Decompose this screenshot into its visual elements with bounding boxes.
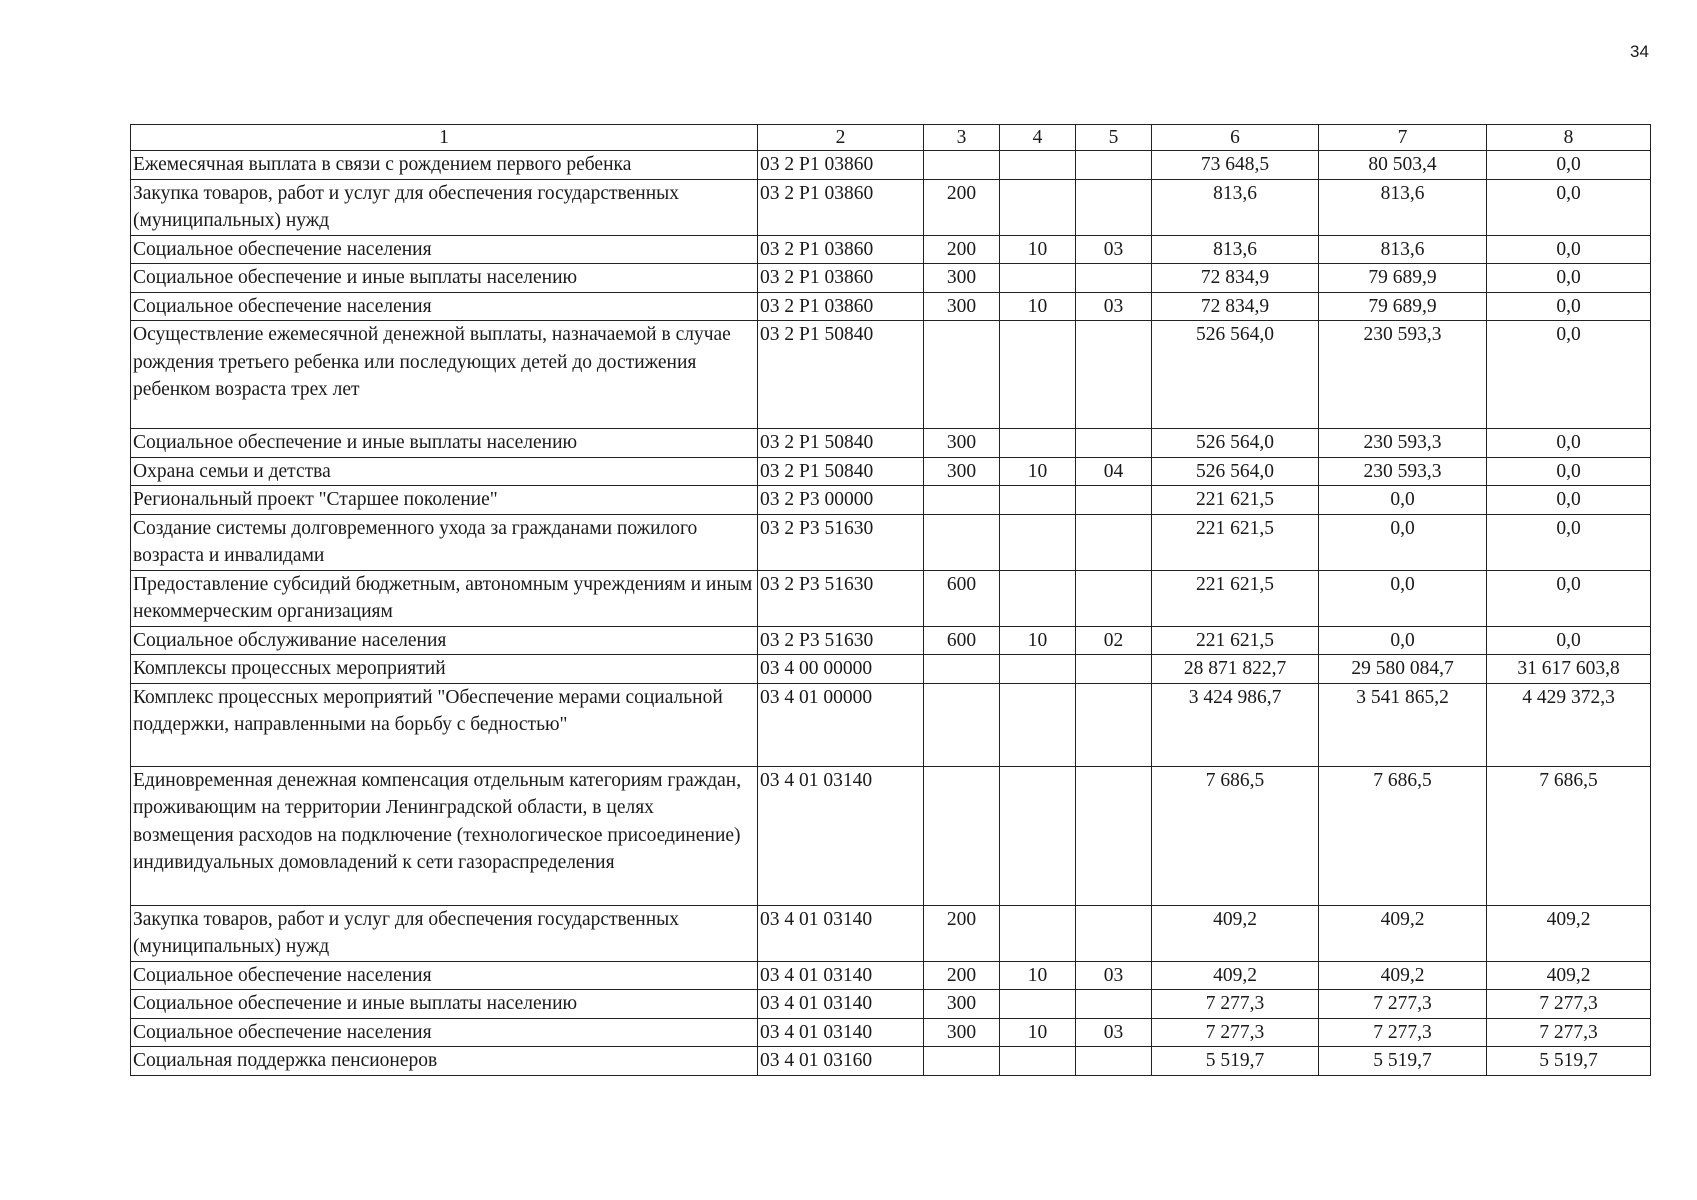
table-row [131,683,1651,766]
row-code: 03 4 01 03140 [758,766,924,905]
row-name: Единовременная денежная компенсация отдельным категориям граждан, проживающим на территории Ленинградской области, в целях возмещения расходов на подключение (технологическое присоединение) индивидуальных домовладений к сети газораспределения [131,766,758,905]
row-code: 03 2 P1 50840 [758,429,924,458]
row-name: Социальное обеспечение населения [131,235,758,264]
row-col-5 [1076,151,1152,180]
row-value-7: 813,6 [1319,235,1487,264]
row-name: Закупка товаров, работ и услуг для обеспечения государственных (муниципальных) нужд [131,179,758,235]
row-value-6: 7 277,3 [1152,990,1319,1019]
row-value-8: 409,2 [1487,961,1651,990]
row-name: Охрана семьи и детства [131,457,758,486]
row-code: 03 4 01 03140 [758,990,924,1019]
row-col-4 [1000,486,1076,515]
row-col-4 [1000,570,1076,626]
row-col-4 [1000,514,1076,570]
row-name: Закупка товаров, работ и услуг для обеспечения государственных (муниципальных) нужд [131,905,758,961]
row-col-4: 10 [1000,1018,1076,1047]
row-col-5: 03 [1076,1018,1152,1047]
row-col-5 [1076,179,1152,235]
row-col-4 [1000,766,1076,905]
row-value-6: 72 834,9 [1152,292,1319,321]
row-value-8: 0,0 [1487,264,1651,293]
row-value-8: 0,0 [1487,457,1651,486]
row-value-7: 3 541 865,2 [1319,683,1487,766]
row-col-3 [924,766,1000,905]
row-col-3 [924,683,1000,766]
header-row [131,125,1651,151]
row-name: Ежемесячная выплата в связи с рождением первого ребенка [131,151,758,180]
row-name: Создание системы долговременного ухода за гражданами пожилого возраста и инвалидами [131,514,758,570]
column-header-3: 3 [924,125,1000,151]
table-row [131,626,1651,655]
row-value-7: 0,0 [1319,570,1487,626]
table-row [131,1018,1651,1047]
row-code: 03 2 P1 50840 [758,457,924,486]
row-value-7: 0,0 [1319,626,1487,655]
row-value-6: 221 621,5 [1152,626,1319,655]
row-col-3: 200 [924,235,1000,264]
row-col-4 [1000,1047,1076,1076]
row-col-3 [924,486,1000,515]
row-value-6: 526 564,0 [1152,429,1319,458]
row-col-5 [1076,429,1152,458]
column-header-4: 4 [1000,125,1076,151]
row-value-7: 29 580 084,7 [1319,655,1487,684]
row-value-8: 0,0 [1487,235,1651,264]
table-row [131,486,1651,515]
row-name: Социальное обеспечение населения [131,292,758,321]
row-value-7: 230 593,3 [1319,429,1487,458]
row-col-4: 10 [1000,457,1076,486]
table-row [131,151,1651,180]
row-value-7: 7 277,3 [1319,1018,1487,1047]
row-col-5 [1076,264,1152,293]
row-value-8: 0,0 [1487,486,1651,515]
row-col-3: 600 [924,626,1000,655]
row-col-5: 04 [1076,457,1152,486]
row-name: Социальное обслуживание населения [131,626,758,655]
row-value-8: 7 277,3 [1487,990,1651,1019]
row-value-8: 7 277,3 [1487,1018,1651,1047]
row-code: 03 4 01 00000 [758,683,924,766]
row-col-4: 10 [1000,292,1076,321]
row-value-8: 0,0 [1487,179,1651,235]
row-col-3: 300 [924,264,1000,293]
row-col-3: 200 [924,961,1000,990]
row-name: Социальное обеспечение населения [131,961,758,990]
row-code: 03 4 01 03140 [758,1018,924,1047]
row-col-5 [1076,766,1152,905]
row-name: Комплексы процессных мероприятий [131,655,758,684]
row-value-7: 230 593,3 [1319,457,1487,486]
row-value-6: 3 424 986,7 [1152,683,1319,766]
row-value-6: 7 277,3 [1152,1018,1319,1047]
row-name: Социальное обеспечение населения [131,1018,758,1047]
row-value-7: 0,0 [1319,486,1487,515]
row-col-3: 300 [924,990,1000,1019]
row-code: 03 2 P1 03860 [758,151,924,180]
row-value-6: 73 648,5 [1152,151,1319,180]
row-value-6: 526 564,0 [1152,457,1319,486]
row-col-3: 300 [924,457,1000,486]
table-row [131,766,1651,905]
row-col-5 [1076,990,1152,1019]
row-col-4 [1000,264,1076,293]
row-col-5 [1076,321,1152,429]
row-value-8: 0,0 [1487,321,1651,429]
row-col-5 [1076,570,1152,626]
row-value-8: 0,0 [1487,151,1651,180]
row-col-3 [924,514,1000,570]
table-row [131,514,1651,570]
row-value-6: 813,6 [1152,235,1319,264]
row-code: 03 2 P1 50840 [758,321,924,429]
row-value-7: 5 519,7 [1319,1047,1487,1076]
table-row [131,235,1651,264]
row-col-5: 02 [1076,626,1152,655]
table-row [131,905,1651,961]
row-value-8: 0,0 [1487,292,1651,321]
table-row [131,429,1651,458]
row-code: 03 4 01 03140 [758,961,924,990]
row-code: 03 2 P3 51630 [758,570,924,626]
row-col-4 [1000,905,1076,961]
table-body [131,151,1651,1076]
row-value-6: 409,2 [1152,905,1319,961]
row-col-5 [1076,486,1152,515]
row-col-4: 10 [1000,626,1076,655]
row-col-3: 600 [924,570,1000,626]
page-number: 34 [1630,42,1649,61]
row-col-4 [1000,321,1076,429]
row-name: Осуществление ежемесячной денежной выплаты, назначаемой в случае рождения третьего ребенка или последующих детей до достижения ребенком возраста трех лет [131,321,758,429]
row-col-4 [1000,429,1076,458]
row-name: Социальное обеспечение и иные выплаты населению [131,429,758,458]
row-col-4 [1000,990,1076,1019]
row-col-3: 300 [924,1018,1000,1047]
table-row [131,179,1651,235]
row-code: 03 2 P3 00000 [758,486,924,515]
row-col-3 [924,655,1000,684]
row-value-6: 221 621,5 [1152,570,1319,626]
row-col-3 [924,1047,1000,1076]
row-code: 03 4 00 00000 [758,655,924,684]
row-value-8: 4 429 372,3 [1487,683,1651,766]
row-value-6: 72 834,9 [1152,264,1319,293]
row-col-3: 300 [924,429,1000,458]
table-row [131,570,1651,626]
row-name: Социальная поддержка пенсионеров [131,1047,758,1076]
column-header-2: 2 [758,125,924,151]
row-col-5: 03 [1076,961,1152,990]
budget-table [130,124,1651,1076]
row-col-3: 300 [924,292,1000,321]
row-value-8: 7 686,5 [1487,766,1651,905]
row-col-5 [1076,655,1152,684]
row-col-3: 200 [924,179,1000,235]
row-value-6: 813,6 [1152,179,1319,235]
row-value-8: 0,0 [1487,626,1651,655]
row-code: 03 2 P3 51630 [758,626,924,655]
row-value-7: 7 277,3 [1319,990,1487,1019]
row-col-5 [1076,905,1152,961]
row-code: 03 2 P1 03860 [758,264,924,293]
row-col-5: 03 [1076,292,1152,321]
row-name: Социальное обеспечение и иные выплаты населению [131,990,758,1019]
row-value-6: 221 621,5 [1152,514,1319,570]
row-code: 03 2 P3 51630 [758,514,924,570]
table-row [131,321,1651,429]
row-col-4 [1000,151,1076,180]
row-value-7: 813,6 [1319,179,1487,235]
table-header [131,125,1651,151]
row-code: 03 2 P1 03860 [758,235,924,264]
table-row [131,990,1651,1019]
row-col-4: 10 [1000,235,1076,264]
row-value-7: 0,0 [1319,514,1487,570]
column-header-8: 8 [1487,125,1651,151]
row-value-6: 409,2 [1152,961,1319,990]
row-value-7: 409,2 [1319,905,1487,961]
row-value-8: 0,0 [1487,429,1651,458]
row-value-7: 79 689,9 [1319,264,1487,293]
row-col-4 [1000,655,1076,684]
row-col-4 [1000,179,1076,235]
row-col-3 [924,151,1000,180]
row-value-8: 0,0 [1487,570,1651,626]
row-col-5 [1076,514,1152,570]
row-code: 03 4 01 03160 [758,1047,924,1076]
row-name: Комплекс процессных мероприятий "Обеспечение мерами социальной поддержки, направленными на борьбу с бедностью" [131,683,758,766]
row-col-4: 10 [1000,961,1076,990]
row-col-3 [924,321,1000,429]
table-row [131,1047,1651,1076]
row-col-4 [1000,683,1076,766]
row-value-6: 28 871 822,7 [1152,655,1319,684]
row-value-8: 409,2 [1487,905,1651,961]
row-code: 03 2 P1 03860 [758,179,924,235]
row-value-7: 80 503,4 [1319,151,1487,180]
table-row [131,292,1651,321]
row-value-8: 5 519,7 [1487,1047,1651,1076]
row-value-6: 7 686,5 [1152,766,1319,905]
table-row [131,655,1651,684]
column-header-6: 6 [1152,125,1319,151]
row-col-5 [1076,1047,1152,1076]
row-value-7: 409,2 [1319,961,1487,990]
row-value-8: 0,0 [1487,514,1651,570]
row-code: 03 4 01 03140 [758,905,924,961]
column-header-5: 5 [1076,125,1152,151]
table-row [131,961,1651,990]
row-value-7: 7 686,5 [1319,766,1487,905]
row-value-6: 526 564,0 [1152,321,1319,429]
row-value-6: 221 621,5 [1152,486,1319,515]
column-header-7: 7 [1319,125,1487,151]
row-value-8: 31 617 603,8 [1487,655,1651,684]
row-name: Предоставление субсидий бюджетным, автономным учреждениям и иным некоммерческим организациям [131,570,758,626]
table-row [131,264,1651,293]
row-value-6: 5 519,7 [1152,1047,1319,1076]
row-name: Региональный проект "Старшее поколение" [131,486,758,515]
row-value-7: 230 593,3 [1319,321,1487,429]
row-code: 03 2 P1 03860 [758,292,924,321]
row-name: Социальное обеспечение и иные выплаты населению [131,264,758,293]
row-col-5 [1076,683,1152,766]
row-col-5: 03 [1076,235,1152,264]
table-row [131,457,1651,486]
row-col-3: 200 [924,905,1000,961]
column-header-1: 1 [131,125,758,151]
row-value-7: 79 689,9 [1319,292,1487,321]
